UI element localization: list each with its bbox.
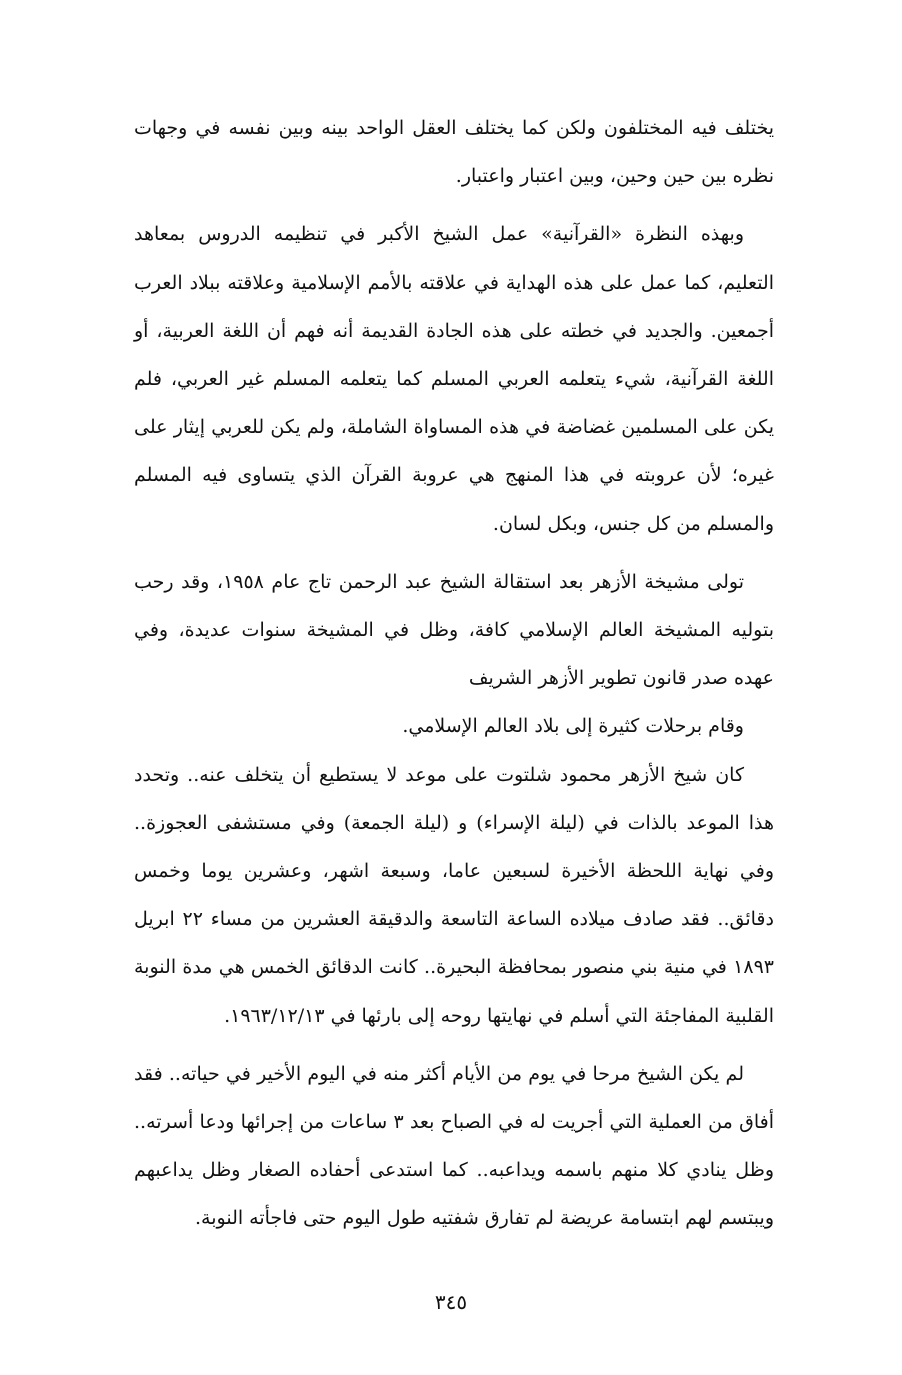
paragraph-gap	[134, 200, 774, 210]
paragraph-6: لم يكن الشيخ مرحا في يوم من الأيام أكثر منه في اليوم الأخير في حياته.. فقد أفاق من العملية التي أجريت له في الصباح بعد ٣ ساعات من إجرائها ودعا أسرته.. وظل ينادي كلا منهم باسمه ويداعبه.. كما استدعى أحفاده الصغار وظل يداعبهم ويبتسم لهم ابتسامة عريضة لم تفارق شفتيه طول اليوم حتى فاجأته النوبة.	[134, 1062, 775, 1230]
body-text	[134, 104, 774, 1243]
paragraph-gap	[134, 1040, 774, 1050]
paragraph-5: كان شيخ الأزهر محمود شلتوت على موعد لا يستطيع أن يتخلف عنه.. وتحدد هذا الموعد بالذات في (ليلة الإسراء) و (ليلة الجمعة) وفي مستشفى العجوزة.. وفي نهاية اللحظة الأخيرة لسبعين عاما، وسبعة اشهر، وعشرين يوما وخمس دقائق.. فقد صادف ميلاده الساعة التاسعة والدقيقة العشرين من مساء ٢٢ ابريل ١٨٩٣ في منية بني منصور بمحافظة البحيرة.. كانت الدقائق الخمس هي مدة النوبة القلبية المفاجئة التي أسلم في نهايتها روحه إلى بارئها في ١٩٦٣/١٢/١٣.	[134, 763, 774, 1027]
paragraph-2: وبهذه النظرة «القرآنية» عمل الشيخ الأكبر في تنظيمه الدروس بمعاهد التعليم، كما عمل على هذه الهداية في علاقته بالأمم الإسلامية وعلاقته ببلاد العرب أجمعين. والجديد في خطته على هذه الجادة القديمة أنه فهم أن اللغة العربية، أو اللغة القرآنية، شيء يتعلمه العربي المسلم كما يتعلمه المسلم غير العربي، فلم يكن على المسلمين غضاضة في هذه المساواة الشاملة، ولم يكن للعربي إيثار على غيره؛ لأن عروبته في هذا المنهج هي عروبة القرآن الذي يتساوى فيه المسلم والمسلم من كل جنس، وبكل لسان.	[134, 223, 774, 535]
paragraph-1: يختلف فيه المختلفون ولكن كما يختلف العقل الواحد بينه وبين نفسه في وجهات نظره بين حين وحين، وبين اعتبار واعتبار.	[134, 117, 774, 188]
paragraph-3: تولى مشيخة الأزهر بعد استقالة الشيخ عبد الرحمن تاج عام ١٩٥٨، وقد رحب بتوليه المشيخة العالم الإسلامي كافة، وظل في المشيخة سنوات عديدة، وفي عهده صدر قانون تطوير الأزهر الشريف	[134, 570, 774, 690]
paragraph-4: وقام برحلات كثيرة إلى بلاد العالم الإسلامي.	[402, 715, 744, 738]
paragraph-gap	[134, 548, 774, 558]
page-number: ٣٤٥	[434, 1290, 468, 1314]
